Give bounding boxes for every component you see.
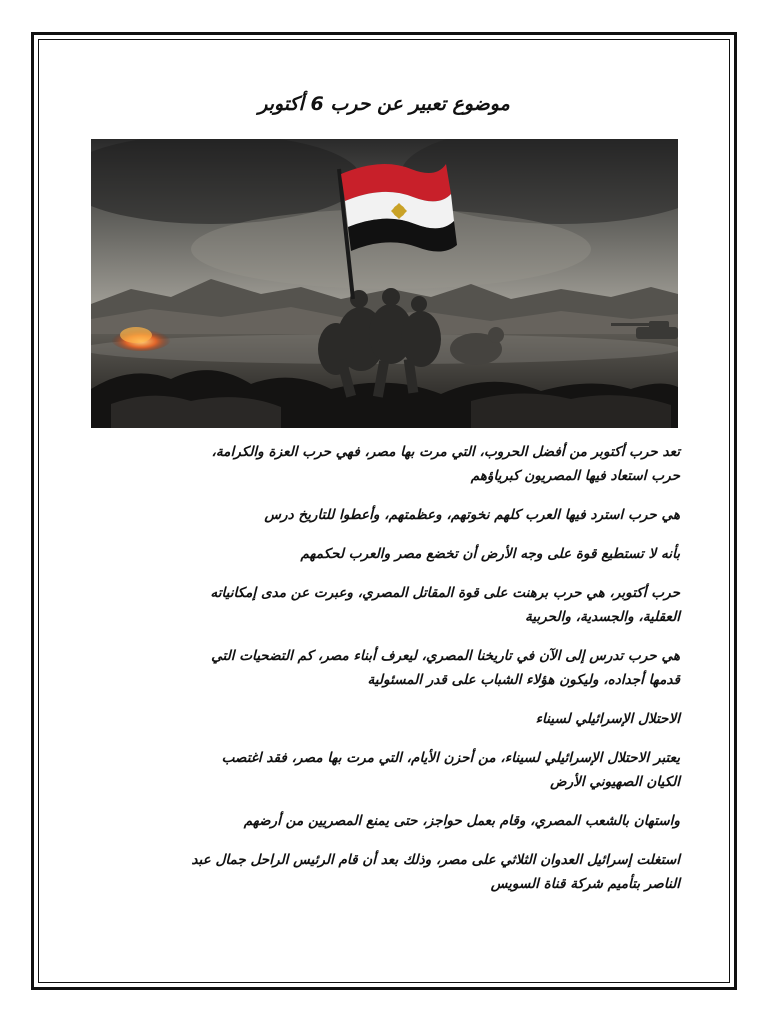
paragraph-8-line-2: الناصر بتأميم شركة قناة السويس bbox=[490, 876, 680, 892]
paragraph-2 bbox=[92, 503, 680, 527]
article-body bbox=[92, 440, 680, 911]
paragraph-1-line-2: حرب استعاد فيها المصريون كبرياؤهم bbox=[470, 468, 680, 484]
paragraph-2-line-1: هي حرب استرد فيها العرب كلهم نخوتهم، وعظمتهم، وأعطوا للتاريخ درس bbox=[264, 507, 680, 523]
paragraph-4-line-1: حرب أكتوبر، هي حرب برهنت على قوة المقاتل المصري، وعبرت عن مدى إمكانياته bbox=[210, 585, 680, 601]
paragraph-7-line-1: واستهان بالشعب المصري، وقام بعمل حواجز، حتى يمنع المصريين من أرضهم bbox=[243, 813, 680, 829]
paragraph-6-line-2: الكيان الصهيوني الأرض bbox=[550, 774, 680, 790]
paragraph-3-line-1: بأنه لا تستطيع قوة على وجه الأرض أن تخضع مصر والعرب لحكمهم bbox=[300, 546, 680, 562]
section-heading-sinai-text: الاحتلال الإسرائيلي لسيناء bbox=[535, 711, 680, 727]
paragraph-3 bbox=[92, 542, 680, 566]
paragraph-4 bbox=[92, 581, 680, 629]
paragraph-5-line-1: هي حرب تدرس إلى الآن في تاريخنا المصري، ليعرف أبناء مصر، كم التضحيات التي bbox=[211, 648, 680, 664]
paragraph-5-line-2: قدمها أجداده، وليكون هؤلاء الشباب على قدر المسئولية bbox=[367, 672, 680, 688]
paragraph-5 bbox=[92, 644, 680, 692]
paragraph-8-line-1: استغلت إسرائيل العدوان الثلاثي على مصر، وذلك بعد أن قام الرئيس الراحل جمال عبد bbox=[191, 852, 680, 868]
soldiers-raising-egypt-flag-image bbox=[91, 139, 678, 428]
paragraph-6 bbox=[92, 746, 680, 794]
document-title: موضوع تعبير عن حرب 6 أكتوبر bbox=[258, 93, 510, 115]
paragraph-7 bbox=[92, 809, 680, 833]
paragraph-1-line-1: تعد حرب أكتوبر من أفضل الحروب، التي مرت بها مصر، فهي حرب العزة والكرامة، bbox=[211, 444, 680, 460]
paragraph-4-line-2: العقلية، والجسدية، والحربية bbox=[524, 609, 680, 625]
paragraph-1 bbox=[92, 440, 680, 488]
paragraph-6-line-1: يعتبر الاحتلال الإسرائيلي لسيناء، من أحزن الأيام، التي مرت بها مصر، فقد اغتصب bbox=[221, 750, 680, 766]
section-heading-sinai bbox=[92, 707, 680, 731]
paragraph-8 bbox=[92, 848, 680, 896]
